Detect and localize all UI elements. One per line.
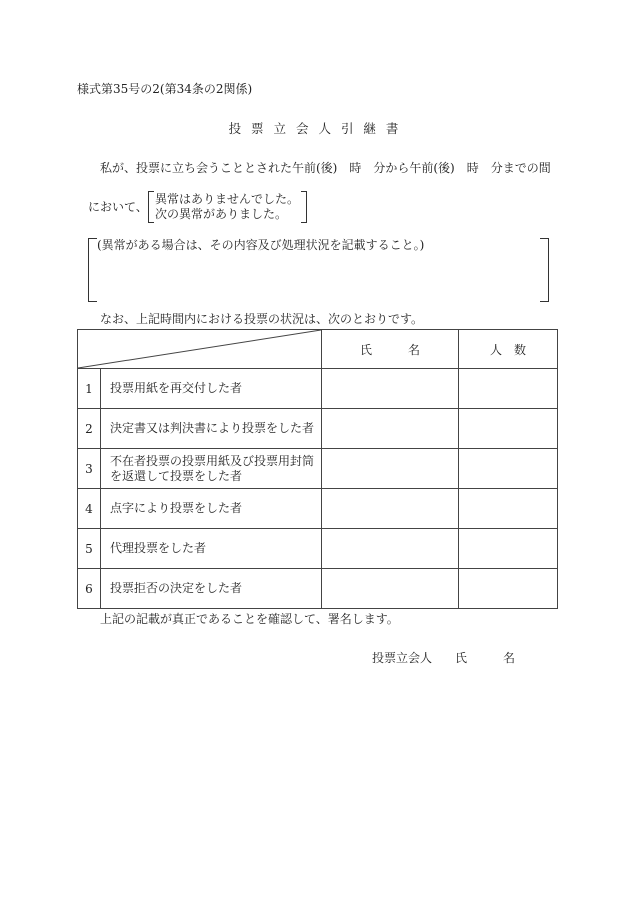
- row-label: 不在者投票の投票用紙及び投票用封筒 を返還して投票をした者: [101, 449, 322, 489]
- diagonal-header-cell: [78, 330, 322, 369]
- option-no-anomaly: 異常はありませんでした。: [155, 192, 300, 206]
- table-row: [78, 369, 558, 409]
- row-label: 決定書又は判決書により投票をした者: [101, 409, 322, 449]
- table-row: [78, 569, 558, 609]
- name-cell: [322, 409, 459, 449]
- header-name: 氏 名: [322, 330, 459, 369]
- count-cell: [459, 409, 558, 449]
- name-cell: [322, 449, 459, 489]
- table-header-row: [78, 330, 558, 369]
- count-cell: [459, 529, 558, 569]
- anomaly-option-list: [154, 191, 301, 223]
- document-title: 投 票 立 会 人 引 継 書: [228, 121, 402, 136]
- note-right-bracket: [540, 238, 549, 302]
- row-number: 5: [78, 529, 101, 569]
- table-row: [78, 449, 558, 489]
- diagonal-line: [78, 330, 321, 368]
- table-row: [78, 409, 558, 449]
- name-cell: [322, 569, 459, 609]
- row-label: 投票用紙を再交付した者: [101, 369, 322, 409]
- count-cell: [459, 369, 558, 409]
- row-label: 投票拒否の決定をした者: [101, 569, 322, 609]
- form-number: 様式第35号の2(第34条の2関係): [77, 82, 253, 96]
- name-cell: [322, 529, 459, 569]
- row-number: 4: [78, 489, 101, 529]
- voting-status-table: [77, 329, 558, 609]
- name-cell: [322, 489, 459, 529]
- table-row: [78, 489, 558, 529]
- signature-role: 投票立会人: [372, 651, 433, 665]
- row-number: 6: [78, 569, 101, 609]
- row-label: 点字により投票をした者: [101, 489, 322, 529]
- count-cell: [459, 449, 558, 489]
- row-number: 1: [78, 369, 101, 409]
- note-left-bracket: [88, 238, 97, 302]
- signature-name-label: 氏 名: [455, 651, 516, 665]
- option-anomaly-found: 次の異常がありました。: [155, 207, 288, 221]
- row-label: 代理投票をした者: [101, 529, 322, 569]
- table-row: [78, 529, 558, 569]
- anomaly-note: (異常がある場合は、その内容及び処理状況を記載すること。): [97, 238, 425, 252]
- header-count: 人 数: [459, 330, 558, 369]
- count-cell: [459, 489, 558, 529]
- diagonal-line-graphic: [78, 330, 321, 368]
- row-number: 3: [78, 449, 101, 489]
- intro-line: 私が、投票に立ち会うこととされた午前(後) 時 分から午前(後) 時 分までの間: [100, 161, 551, 175]
- confirmation-statement: 上記の記載が真正であることを確認して、署名します。: [100, 612, 399, 626]
- row-number: 2: [78, 409, 101, 449]
- name-cell: [322, 369, 459, 409]
- right-bracket: [301, 191, 307, 223]
- count-cell: [459, 569, 558, 609]
- anomaly-options: [148, 191, 307, 223]
- anomaly-note-box: [88, 238, 549, 302]
- intro-line-prefix: において、: [88, 200, 148, 214]
- status-intro: なお、上記時間内における投票の状況は、次のとおりです。: [100, 312, 424, 326]
